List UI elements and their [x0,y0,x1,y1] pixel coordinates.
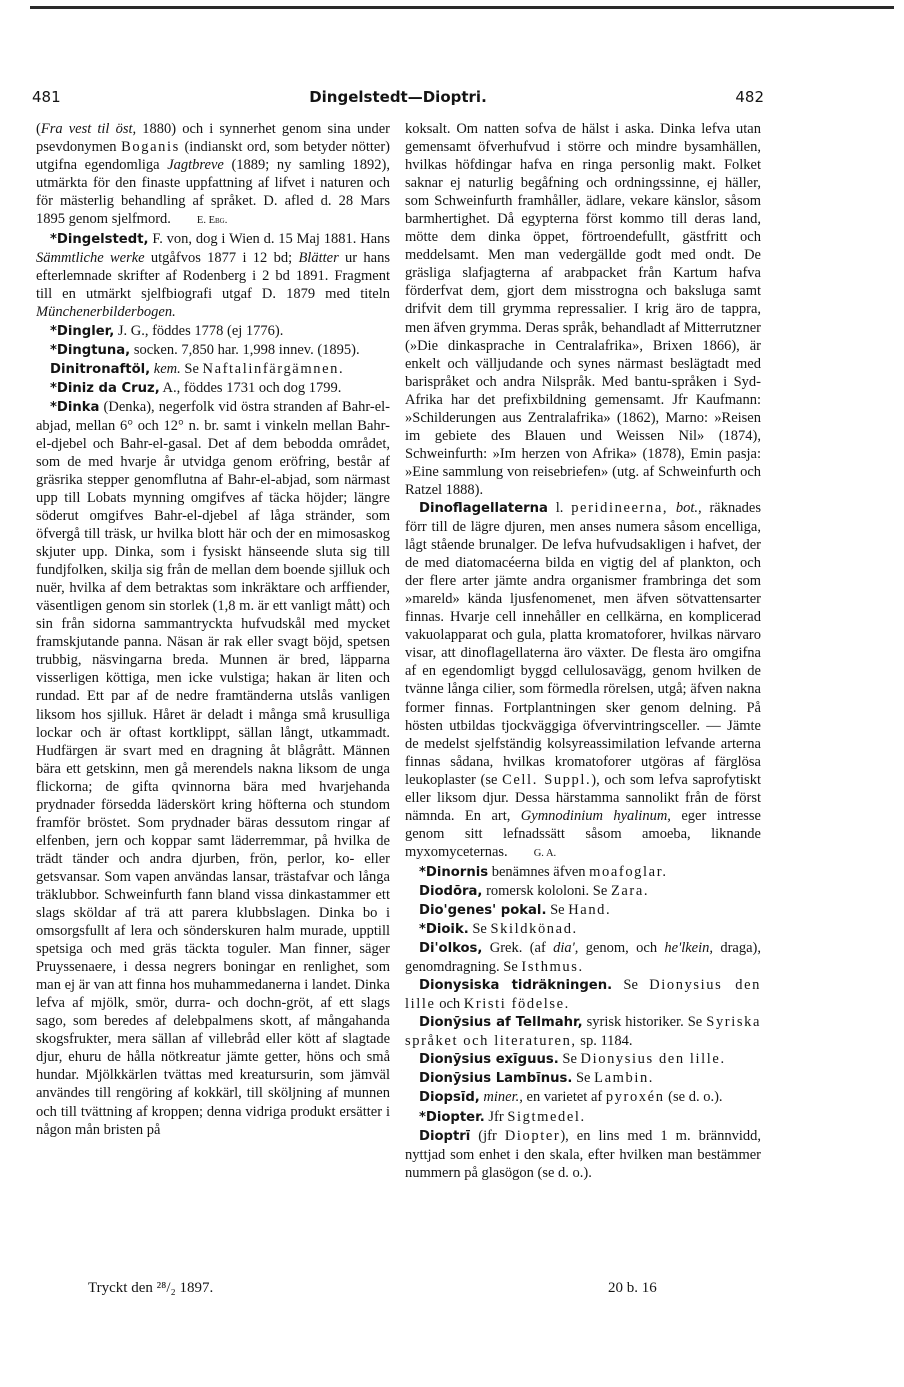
headword: Dionysiska tidräkningen. [419,978,613,994]
entry-dingler: *Dingler, J. G., föddes 1778 (ej 1776). [50,322,284,339]
left-column [36,120,390,1280]
entry-dinitronaftol: Dinitronaftöl, kem. Se Naftalinfärgämnen. [50,360,345,377]
entry-boganis: (Fra vest til öst, 1880) och i synnerhet genom sina under psevdonymen Boganis (indianskt ord, som betyder nötter) utgifna egendomliga Jagtbreve (1889; ny samling 1892), utmärkta för den finaste uppfattning af lifvet i naturen och för mästerlig behandling af språket. D. afled d. 28 Mars 1895 genom sjelfmord. E. Ebg. [36,121,390,228]
top-rule [30,6,894,9]
headword: Dio'genes' pokal. [419,903,547,919]
headword: *Diopter. [419,1109,485,1125]
entry-diopsid: Diopsīd, miner., en varietet af pyroxén (se d. o.). [419,1089,723,1106]
entry-diodora: Diodōra, romersk kololoni. Se Zara. [419,882,650,899]
headword: *Dioik. [419,922,469,938]
author-signature: G. A. [533,847,557,859]
headword: Dionȳsius exīguus. [419,1052,559,1068]
headword: *Dingtuna, [50,342,131,358]
entry-dinornis: *Dinornis benämnes äfven moafoglar. [419,863,668,880]
entry-dionysiska-tidrakningen: Dionysiska tidräkningen. Se Dionysius den lille och Kristi födelse. [405,977,761,1013]
entry-dionysius-lambinus: Dionȳsius Lambīnus. Se Lambin. [419,1070,655,1087]
print-date: Tryckt den ²⁸/₂ 1897. [88,1280,214,1296]
entry-dinka-continued: koksalt. Om natten sofva de hälst i aska. Dinka lefva utan gemensamt öfverhufvud i större och mindre bysamhällen, hvilkas höfdingar hafva en ringa personlig makt. Folket saknar ej naturlig begåfning och ordningssinne, ej häller, som Schweinfurth framhåller, ädlare, vekare känslor, såsom barmhertighet. Då egypterna först kommo till deras land, mötte dem dinka öppet, förtroendefullt, gästfritt och meddelsamt. Men man vedergällde godt med ondt. De gräsliga slafjagterna af arabpacket från Kartum hafva förderfvat dem, gjort dem misstrogna och baksluga samt drifvit dem till grymma repressalier. I krig äro de tappra, men äfven grymma. Deras språk, behandladt af Mitterrutzner (»Die dinkasprache in Centralafrika», Brixen 1866), är enkelt och välljudande och synes närmast beslägtadt med barispråket och andra Nilspråk. Med bantu-språken i Syd-Afrika har det prefixbildning gemensamt. Jfr Kaufmann: »Schilderungen aus Zentralafrika» (1862), Marno: »Reisen im gebiete des Blauen und Weissen Nil» (1874), Schweinfurth: »Im herzen von Afrika» (1878), Emin pasja: »Eine sammlung von reisebriefen» (utg. af Schweinfurth och Ratzel 1888). [405,121,761,498]
sheet-signature: 20 b. 16 [608,1280,657,1296]
headword: Dionȳsius Lambīnus. [419,1071,573,1087]
headword: Dioptrī [419,1128,471,1144]
headword: Dionȳsius af Tellmahr, [419,1015,583,1031]
entry-diopter: *Diopter. Jfr Sigtmedel. [419,1108,586,1125]
entry-dioik: *Dioik. Se Skildkönad. [419,921,578,938]
author-signature: E. Ebg. [196,215,228,227]
headword: *Dingelstedt, [50,232,149,248]
entry-diniz-da-cruz: *Diniz da Cruz, A., föddes 1731 och dog 1799. [50,379,342,396]
page-title: Dingelstedt—Dioptri. [309,88,487,106]
entry-dingelstedt: *Dingelstedt, F. von, dog i Wien d. 15 Maj 1881. Hans Sämmtliche werke utgåfvos 1877 i 12 bd; Blätter ur hans efterlemnade skrifter af Rodenberg i 2 bd 1891. Fragment till en utmärkt sjelfbiografi utgaf D. 1879 med titeln Münchenerbilderbogen. [36,231,390,321]
entry-dionysius-exiguus: Dionȳsius exīguus. Se Dionysius den lille. [419,1051,726,1068]
headword: *Dinornis [419,864,489,880]
page-number-right: 482 [735,88,764,106]
entry-dionysius-af-tellmahr: Dionȳsius af Tellmahr, syrisk historiker. Se Syriska språket och literaturen, sp. 1184. [405,1014,761,1050]
entry-dinka: *Dinka (Denka), negerfolk vid östra stranden af Bahr-el-abjad, mellan 6° och 12° n. br. samt i vinkeln mellan Bahr-el-djebel och Bahr-el-gasal. Det af dem bebodda området, som de med hvarje år utvidga genom eröfring, består af gräsrika stepper genomflutna af Bahr-el-abjad, som närmast upp till Lobats mynning omgifves af täcka höjder; längre söderut omgifves Bahr-el-djebel af låga stränder, som öfvergå till träsk, ur hvilka blott här och der en mimosaskog skjuter upp. Dinka, som i fysiskt hänseende sluta sig till fundjfolken, skilja sig från de mellan dem boende sjilluk och nuër, hvilka af dem betraktas som inkräktare och arffiender, väsentligen genom sin storlek (1,8 m. är ett vanligt mått) och sin från sidorna sammantryckta hufvudskål med mycket framskjutande panna. Näsan är rak eller svagt böjd, spetsen trubbig, näsvingarna breda. Munnen är bred, läpparna visserligen köttiga, men icke vulstiga; hakan är liten och rundad. Ett par af de nedre framtänderna utslås vanligen liksom hos sjilluk. Håret är deladt i många små krusulliga lockar och är oftast kortklippt, sällan långt, utkammadt. Hudfärgen är svart med en dragning åt blågrått. Männen bära ett getskinn, men gå merendels nakna liksom de unga flickorna; de gifta qvinnorna bära med hvarjehanda prydnader försedda läderskört kring höfterna och stundom framför bröstet. Som prydnader bäras dessutom ringar af elfenben, jern och koppar samt läderremmar, på hvilka de trädt tänder och andra djurben, frön, perlor, ko- eller getsvansar. Som vapen användas lansar, trästafvar och långa träklubbor. Schweinfurth fann bland vissa dinkastammer ett slags sköldar af trä att parera klubbslagen. Dinka bo i omsorgsfullt af lera och sönderskuren halm murade, upptill spetsiga och med gräs täckta toguler. Man finner, säger Pruyssenaere, i dessa negrers boningar en renlighet, som man ej är van att finna hos muhammedanerna i landet. Dinka lefva af mjölk, smör, durra- och dochn-gröt, af ett slags sago, som beredes af delebpalmens skott, af mångahanda skogsfrukter, mera sällan af villebråd eller kött af slagtade djur, ehuru de hålla nötkreatur jämte getter, höns och små hundar. Mjölkkärlen tvättas med kreatursurin, som jämväl användes till rengöring af kokkärl, till sköljning af munnen och till tvättning af kroppen; denna vidriga produkt ersätter i någon mån bristen på [36,398,390,1138]
page-number-left: 481 [32,88,61,106]
page-header [32,88,764,112]
headword: Dinoflagellaterna [419,500,548,516]
entry-dingtuna: *Dingtuna, socken. 7,850 har. 1,998 innev. (1895). [50,341,360,358]
headword: Diopsīd, [419,1090,480,1106]
entry-dinoflagellaterna: Dinoflagellaterna l. peridineerna, bot., räknades förr till de lägre djuren, men anses numera såsom encelliga, lågt stående brunalger. De lefva hufvudsakligen i hafvet, der de med diatomacéerna bilda en vigtig del af plankton, och der flere arter jämte andra organismer frambringa det som »mareld» kända ljusfenomenet, men äfven sötvattensarter finnas. Hvarje cell innehåller en cellkärna, en komplicerad vakuolapparat och gula, platta kromatoforer, hvilkas närvaro visar, att dinoflagellaterna äro växter. De flesta äro omgifna af en egendomligt byggd cellulosavägg, genom hvilken de tvänne långa cilier, som förmedla rörelsen, utgå; äfven nakna former finnas. Fortplantningen sker genom delning. På hösten utbildas tjockväggiga öfvervintringsceller. — Jämte de medelst sjelfständig kolsyreassimilation lefvande arterna finnas sådana, hvilkas kromatoforer utgöras af färglösa leukoplaster (se Cell. Suppl.), och som lefva saprofytiskt eller liksom djur. Dessa härstamma sannolikt från de först nämnda. En art, Gymnodinium hyalinum, eger intresse genom sitt lefnadssätt såsom amoeba, liknande myxomyceternas. G. A. [405,499,761,860]
entry-diolkos: Di'olkos, Grek. (af dia', genom, och he'lkein, draga), genomdragning. Se Isthmus. [405,940,761,976]
headword: *Dinka [50,399,100,415]
headword: *Dingler, [50,323,115,339]
headword: Di'olkos, [419,941,483,957]
headword: Diodōra, [419,883,483,899]
right-column [405,120,761,1280]
headword: Dinitronaftöl, [50,361,151,377]
entry-diogenes-pokal: Dio'genes' pokal. Se Hand. [419,902,612,919]
headword: *Diniz da Cruz, [50,380,160,396]
entry-dioptri: Dioptrī (jfr Diopter), en lins med 1 m. brännvidd, nyttjad som enhet i den skala, efter hvilken man bestämmer nummern på glasögon (se d. o.). [405,1127,761,1181]
